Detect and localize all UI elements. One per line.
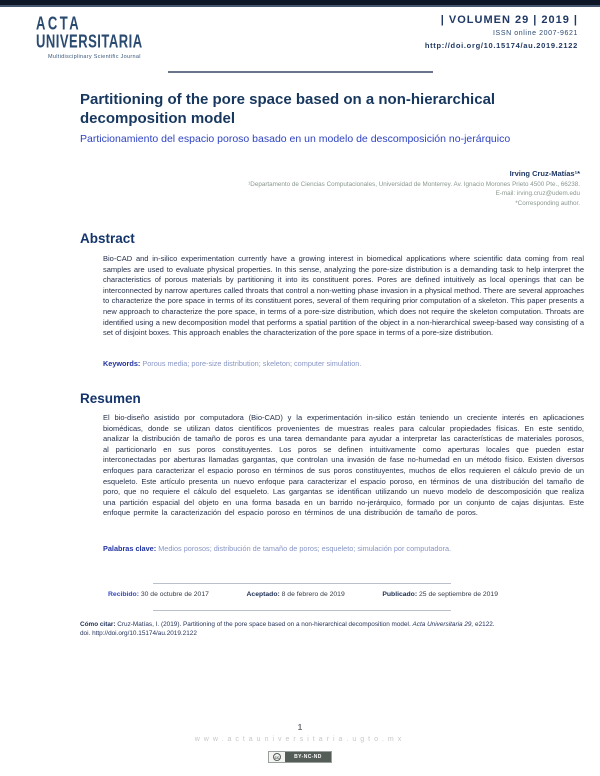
published-label: Publicado: bbox=[382, 591, 418, 598]
cc-icon-wrap bbox=[269, 752, 285, 762]
logo-text-universitaria: UNIVERSITARIA bbox=[36, 30, 143, 52]
published-date bbox=[382, 591, 498, 598]
cite-doi-link[interactable]: doi. http://doi.org/10.15174/au.2019.2122 bbox=[80, 630, 197, 638]
resumen-heading: Resumen bbox=[80, 391, 141, 406]
how-to-cite bbox=[80, 620, 585, 639]
issn-label: ISSN online 2007-9621 bbox=[493, 30, 578, 37]
doi-link[interactable]: http://doi.org/10.15174/au.2019.2122 bbox=[424, 41, 578, 50]
top-accent-bar bbox=[0, 0, 600, 7]
cite-journal-italic: Acta Universitaria 29, bbox=[412, 621, 474, 628]
cite-label: Cómo citar: bbox=[80, 621, 116, 628]
abstract-text: Bio-CAD and in-silico experimentation currently have a growing interest in biomedical applications where scientific data coming from real samples are used to evaluate physical properties. In this sense, analyzing the pore-size distribution is a demanding task to help interpret the characteristics of porous materials by partitioning it into its constituent pores. Pores are defined intuitively as local openings that can be interconnected by narrow apertures called throats that control a non-wetting phase invasion in a physical method. There are several approaches to characterize the pore space in terms of its constituent pores, several of them requiring prior computation of a skeleton. This paper presents a new approach to characterize the pore space, in terms of a pore-size distribution, which does not require the skeleton computation. Throats are identified using a new decomposition model that performs a spatial partition of the object in a non-hierarchical sweep-based way consisting of a set of disjoint boxes. This approach enables the characterization of the pore space in terms of a pore-size distribution. bbox=[103, 254, 584, 338]
author-name: Irving Cruz-Matías¹* bbox=[509, 169, 580, 178]
palabras-clave-line bbox=[103, 544, 584, 553]
page-number: 1 bbox=[297, 723, 303, 732]
received-value: 30 de octubre de 2017 bbox=[140, 591, 209, 598]
palabras-clave-label: Palabras clave: bbox=[103, 544, 157, 553]
dates-divider-top bbox=[153, 583, 451, 584]
article-title-spanish: Particionamiento del espacio poroso basado en un modelo de descomposición no-jerárquico bbox=[80, 133, 511, 145]
cc-license-label: BY-NC-ND bbox=[285, 752, 331, 762]
abstract-heading: Abstract bbox=[80, 231, 135, 246]
received-label: Recibido: bbox=[108, 591, 139, 598]
received-date bbox=[108, 591, 209, 598]
creative-commons-badge[interactable] bbox=[268, 751, 332, 763]
author-affiliation: ¹Departamento de Ciencias Computacionales, Universidad de Monterrey. Av. Ignacio Morones Prieto 4500 Pte., 66238. bbox=[248, 180, 580, 188]
journal-logo bbox=[36, 10, 196, 60]
logo-text-acta: ACTA bbox=[36, 12, 82, 34]
author-block bbox=[248, 169, 580, 207]
palabras-clave-value: Medios porosos; distribución de tamaño de poros; esqueleto; simulación por computadora. bbox=[158, 544, 452, 553]
header-divider bbox=[168, 71, 433, 73]
accepted-date bbox=[247, 591, 345, 598]
published-value: 25 de septiembre de 2019 bbox=[419, 591, 498, 598]
accepted-label: Aceptado: bbox=[246, 591, 280, 598]
cite-text: Cruz-Matías, I. (2019). Partitioning of the pore space based on a non-hierarchical decomposition model. bbox=[117, 621, 411, 628]
resumen-text: El bio-diseño asistido por computadora (Bio-CAD) y la experimentación in-silico están teniendo un creciente interés en aplicaciones biomédicas, donde se utilizan datos científicos provenientes de muestras reales para calcular propiedades físicas. En este sentido, analizar la distribución de tamaño de poros es una tarea demandante para ayudar a interpretar las características de materiales porosos, al particionarlo en sus poros constituyentes. Los poros se definen intuitivamente como aperturas locales que pueden estar interconectadas por aberturas llamadas gargantas, que controlan una invasión de fase no-humedad en un método físico. Existen diversos enfoques para caracterizar el espacio poroso en términos de sus poros constituyentes, muchos de ellos requieren el cálculo previo de un esqueleto. Este artículo presenta un nuevo enfoque para caracterizar el espacio poroso, en términos de una distribución del tamaño de poro, que no requiere el cálculo del esqueleto. Las gargantas se identifican utilizando un nuevo modelo de descomposición que realiza una partición espacial del objeto en una forma basada en un barrido no-jerárquico, formado por un conjunto de cajas disjuntas. Este enfoque permite la caracterización del espacio poroso en términos de una distribución de tamaño de poros. bbox=[103, 413, 584, 518]
author-email[interactable]: E-mail: irving.cruz@udem.edu bbox=[495, 190, 580, 197]
article-title-english: Partitioning of the pore space based on a non-hierarchical decomposition model bbox=[80, 91, 496, 127]
accepted-value: 8 de febrero de 2019 bbox=[281, 591, 345, 598]
cite-article-id: e2122. bbox=[475, 621, 495, 628]
header-meta bbox=[425, 14, 578, 50]
corresponding-author-note: *Corresponding author. bbox=[515, 199, 580, 207]
keywords-value: Porous media; pore-size distribution; skeleton; computer simulation. bbox=[142, 359, 362, 368]
dates-row bbox=[108, 591, 498, 598]
volume-label: | VOLUMEN 29 | 2019 | bbox=[440, 14, 578, 26]
keywords-label: Keywords: bbox=[103, 359, 141, 368]
dates-divider-bottom bbox=[153, 610, 451, 611]
cc-icon: cc bbox=[274, 755, 280, 760]
keywords-line bbox=[103, 359, 584, 368]
journal-website-link[interactable]: www.actauniversitaria.ugto.mx bbox=[194, 736, 406, 743]
logo-tagline: Multidisciplinary Scientific Journal bbox=[48, 54, 141, 60]
